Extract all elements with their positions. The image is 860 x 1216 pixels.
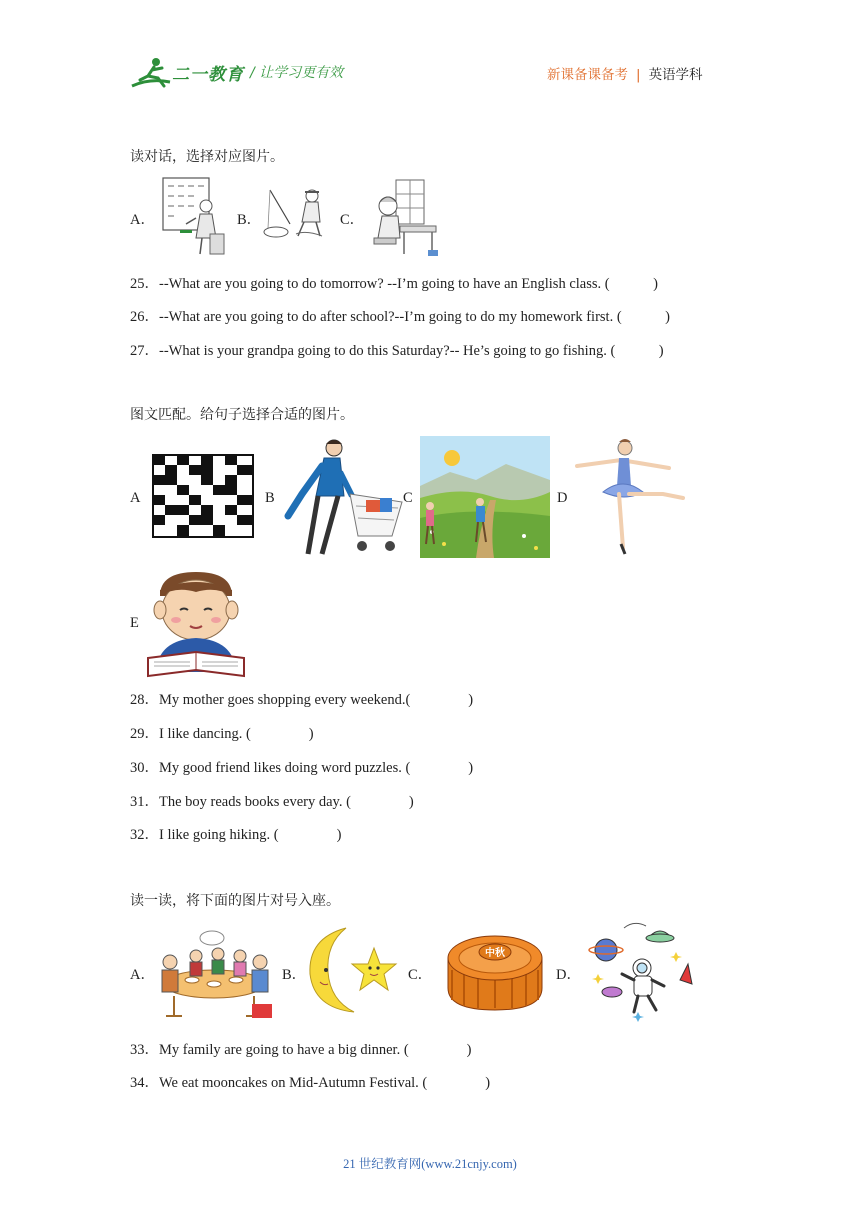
question-34: 34．We eat mooncakes on Mid-Autumn Festival. ( ) [130,1075,491,1091]
header-separator: | [636,67,641,83]
teacher-blackboard-image [160,176,226,258]
shopping-woman-image [282,436,406,558]
question-28: 28．My mother goes shopping every weekend.( ) [130,692,474,708]
header-slogan: / 让学习更有效 [250,65,344,81]
moon-star-image [302,924,398,1016]
section2-title: 图文匹配。给句子选择合适的图片。 [130,407,354,423]
question-30: 30．My good friend likes doing word puzzles. ( ) [130,760,474,776]
question-33: 33．My family are going to have a big dinner. ( ) [130,1042,472,1058]
section1-option-a: A． [130,212,155,228]
section3-title: 读一读，将下面的图片对号入座。 [130,893,340,909]
header-label-1: 新课备课备考 [547,67,628,83]
section3-option-c: C． [408,967,433,983]
question-29: 29．I like dancing. ( ) [130,726,314,742]
section1-option-c: C． [340,212,365,228]
mooncake-text: 中秋 [485,948,505,959]
page-footer: 21 世纪教育网(www.21cnjy.com) [343,1157,517,1171]
section2-option-b: B [265,490,275,506]
question-25: 25．--What are you going to do tomorrow? --I’m going to have an English class. ( ) [130,276,658,292]
boy-reading-image [146,566,246,678]
section2-option-a: A [130,490,141,506]
section1-title: 读对话，选择对应图片。 [130,149,284,165]
question-31: 31．The boy reads books every day. ( ) [130,794,414,810]
family-dinner-image [152,924,276,1020]
section3-option-a: A． [130,967,155,983]
word-puzzle-image [152,454,254,538]
mooncake-image [444,930,546,1014]
hiking-landscape-image [420,436,550,558]
question-27: 27．--What is your grandpa going to do this Saturday?-- He’s going to go fishing. ( ) [130,343,664,359]
question-26: 26．--What are you going to do after school?--I’m going to do my homework first. ( ) [130,309,670,325]
space-astronaut-image [584,916,698,1022]
section2-option-e: E [130,615,139,631]
section3-option-b: B． [282,967,307,983]
header-label-2: 英语学科 [648,67,703,83]
header-right [547,63,703,83]
girl-homework-image [370,176,440,258]
section3-option-d: D． [556,967,581,983]
section1-option-b: B． [237,212,262,228]
logo-text: 二一教育 [172,65,244,85]
ballet-dancer-image [573,436,687,558]
section2-option-d: D [557,490,568,506]
section2-option-c: C [403,490,413,506]
fishing-man-image [262,184,328,242]
question-32: 32．I like going hiking. ( ) [130,827,342,843]
